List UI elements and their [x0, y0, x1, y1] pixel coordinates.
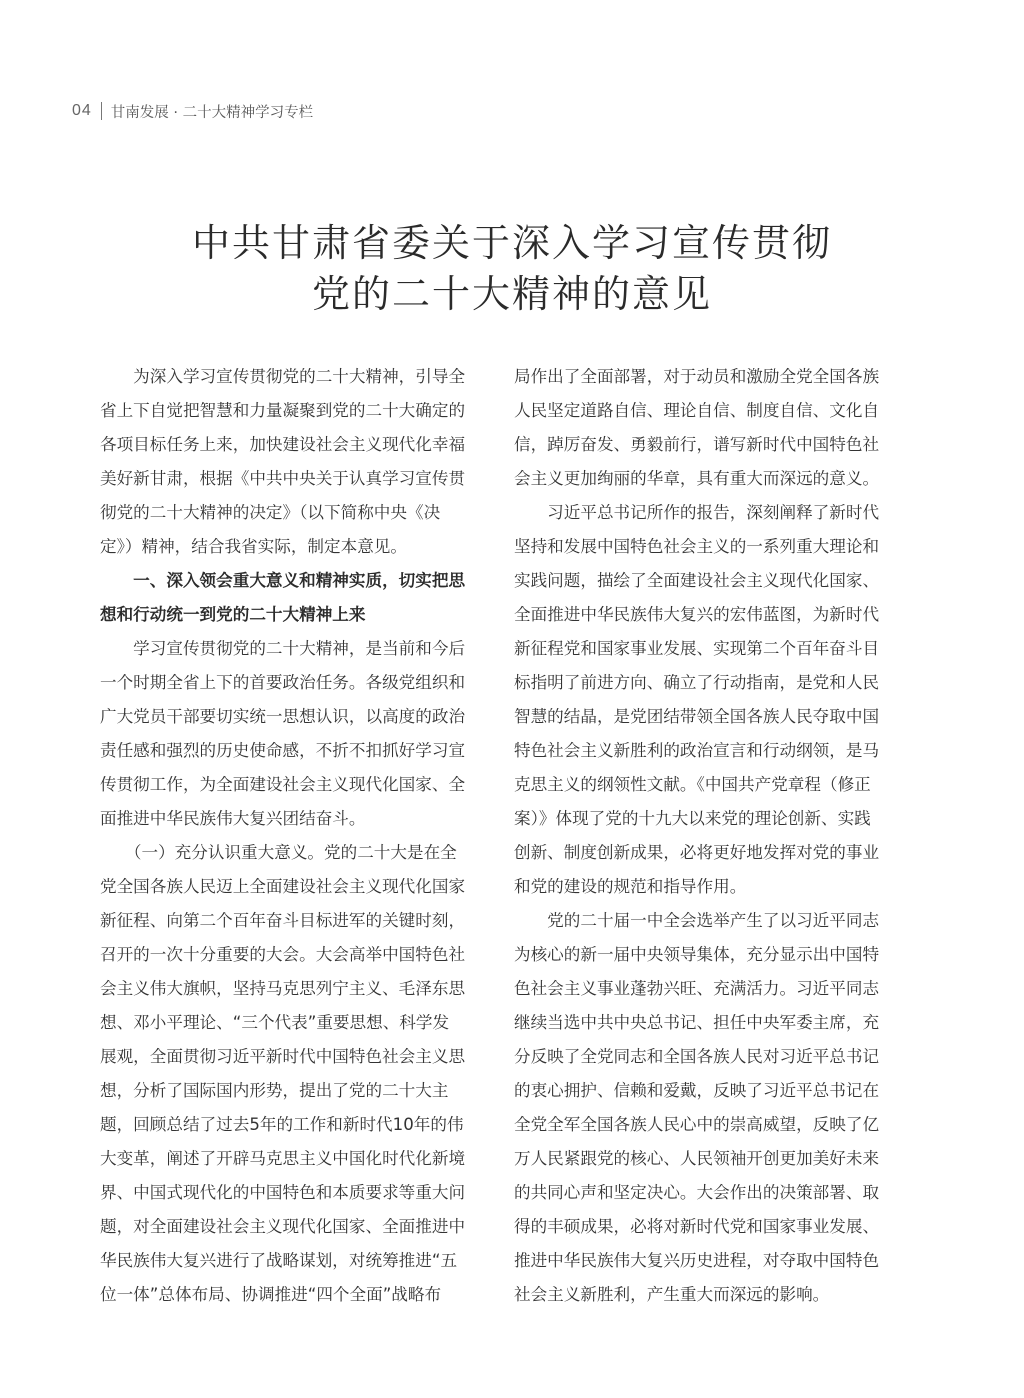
body-text-line: 习近平总书记所作的报告，深刻阐释了新时代 [514, 503, 880, 522]
body-text-line: 为核心的新一届中央领导集体，充分显示出中国特 [514, 945, 880, 964]
right-text-column [514, 360, 894, 1312]
body-text-line: 彻党的二十大精神的决定》（以下简称中央《决 [100, 503, 441, 522]
body-text-line: 实践问题，描绘了全面建设社会主义现代化国家、 [514, 571, 880, 590]
section-name: 甘南发展 · 二十大精神学习专栏 [110, 104, 314, 121]
body-text-line: 新征程、向第二个百年奋斗目标进军的关键时刻， [100, 911, 466, 930]
body-text-line: 得的丰硕成果，必将对新时代党和国家事业发展、 [514, 1217, 880, 1236]
body-text-line: 党的二十届一中全会选举产生了以习近平同志 [514, 911, 880, 930]
body-text-line: 学习宣传贯彻党的二十大精神，是当前和今后 [100, 639, 466, 658]
section-heading-line: 一、深入领会重大意义和精神实质，切实把思 [100, 571, 466, 590]
body-text-line: 为深入学习宣传贯彻党的二十大精神，引导全 [100, 367, 466, 386]
body-text-line: 题，对全面建设社会主义现代化国家、全面推进中 [100, 1217, 466, 1236]
body-text-line: 会主义更加绚丽的华章，具有重大而深远的意义。 [514, 469, 880, 488]
body-text-line: 案）》体现了党的十九大以来党的理论创新、实践 [514, 809, 871, 828]
body-text-line: 召开的一次十分重要的大会。大会高举中国特色社 [100, 945, 466, 964]
header-divider [101, 102, 102, 120]
body-text-line: 信，踔厉奋发、勇毅前行，谱写新时代中国特色社 [514, 435, 880, 454]
body-text-line: 会主义伟大旗帜，坚持马克思列宁主义、毛泽东思 [100, 979, 466, 998]
body-text-line: 智慧的结晶，是党团结带领全国各族人民夺取中国 [514, 707, 880, 726]
body-text-line: 万人民紧跟党的核心、人民领袖开创更加美好未来 [514, 1149, 880, 1168]
body-text-line: 责任感和强烈的历史使命感，不折不扣抓好学习宣 [100, 741, 466, 760]
body-text-line: 各项目标任务上来，加快建设社会主义现代化幸福 [100, 435, 466, 454]
article-title-line-1: 中共甘肃省委关于深入学习宣传贯彻 [191, 221, 832, 265]
body-text-line: 特色社会主义新胜利的政治宣言和行动纲领，是马 [514, 741, 880, 760]
body-text-line: 新征程党和国家事业发展、实现第二个百年奋斗目 [514, 639, 880, 658]
article-title [0, 218, 1024, 320]
body-text-line: 分反映了全党同志和全国各族人民对习近平总书记 [514, 1047, 880, 1066]
body-text-line: 展观，全面贯彻习近平新时代中国特色社会主义思 [100, 1047, 466, 1066]
body-text-line: 一个时期全省上下的首要政治任务。各级党组织和 [100, 673, 466, 692]
body-text-line: 全面推进中华民族伟大复兴的宏伟蓝图，为新时代 [514, 605, 880, 624]
body-text-line: 推进中华民族伟大复兴历史进程，对夺取中国特色 [514, 1251, 880, 1270]
running-header [72, 99, 313, 123]
body-text-line: 定》）精神，结合我省实际，制定本意见。 [100, 537, 407, 556]
body-text-line: 面推进中华民族伟大复兴团结奋斗。 [100, 809, 366, 828]
body-text-line: 华民族伟大复兴进行了战略谋划，对统筹推进“五 [100, 1251, 458, 1270]
body-text-line: 全党全军全国各族人民心中的崇高威望，反映了亿 [514, 1115, 880, 1134]
body-text-line: 继续当选中共中央总书记、担任中央军委主席，充 [514, 1013, 880, 1032]
body-text-line: 克思主义的纲领性文献。《中国共产党章程（修正 [514, 775, 871, 794]
body-text-line: 和党的建设的规范和指导作用。 [514, 877, 747, 896]
body-text-line: 局作出了全面部署，对于动员和激励全党全国各族 [514, 367, 880, 386]
article-title-line-2: 党的二十大精神的意见 [311, 272, 712, 316]
body-text-line: 人民坚定道路自信、理论自信、制度自信、文化自 [514, 401, 880, 420]
body-text-line: （一）充分认识重大意义。党的二十大是在全 [100, 843, 457, 862]
body-text-line: 党全国各族人民迈上全面建设社会主义现代化国家 [100, 877, 466, 896]
body-text-line: 创新、制度创新成果，必将更好地发挥对党的事业 [514, 843, 880, 862]
body-text-line: 题，回顾总结了过去5年的工作和新时代10年的伟 [100, 1115, 464, 1134]
body-text-line: 坚持和发展中国特色社会主义的一系列重大理论和 [514, 537, 880, 556]
body-text-line: 界、中国式现代化的中国特色和本质要求等重大问 [100, 1183, 466, 1202]
body-text-line: 位一体”总体布局、协调推进“四个全面”战略布 [100, 1285, 442, 1304]
body-text-line: 想、邓小平理论、“三个代表”重要思想、科学发 [100, 1013, 450, 1032]
body-text-line: 色社会主义事业蓬勃兴旺、充满活力。习近平同志 [514, 979, 880, 998]
body-text-line: 传贯彻工作，为全面建设社会主义现代化国家、全 [100, 775, 466, 794]
body-text-line: 的共同心声和坚定决心。大会作出的决策部署、取 [514, 1183, 880, 1202]
body-text-line: 美好新甘肃，根据《中共中央关于认真学习宣传贯 [100, 469, 466, 488]
body-text-line: 大变革，阐述了开辟马克思主义中国化时代化新境 [100, 1149, 466, 1168]
body-text-line: 想，分析了国际国内形势，提出了党的二十大主 [100, 1081, 449, 1100]
body-text-line: 省上下自觉把智慧和力量凝聚到党的二十大确定的 [100, 401, 466, 420]
left-text-column [100, 360, 480, 1312]
body-text-line: 社会主义新胜利，产生重大而深远的影响。 [514, 1285, 830, 1304]
body-text-line: 标指明了前进方向、确立了行动指南，是党和人民 [514, 673, 880, 692]
page-number: 04 [72, 102, 92, 119]
body-text-line: 的衷心拥护、信赖和爱戴，反映了习近平总书记在 [514, 1081, 880, 1100]
body-text-line: 广大党员干部要切实统一思想认识，以高度的政治 [100, 707, 466, 726]
section-heading-line: 想和行动统一到党的二十大精神上来 [100, 605, 366, 624]
